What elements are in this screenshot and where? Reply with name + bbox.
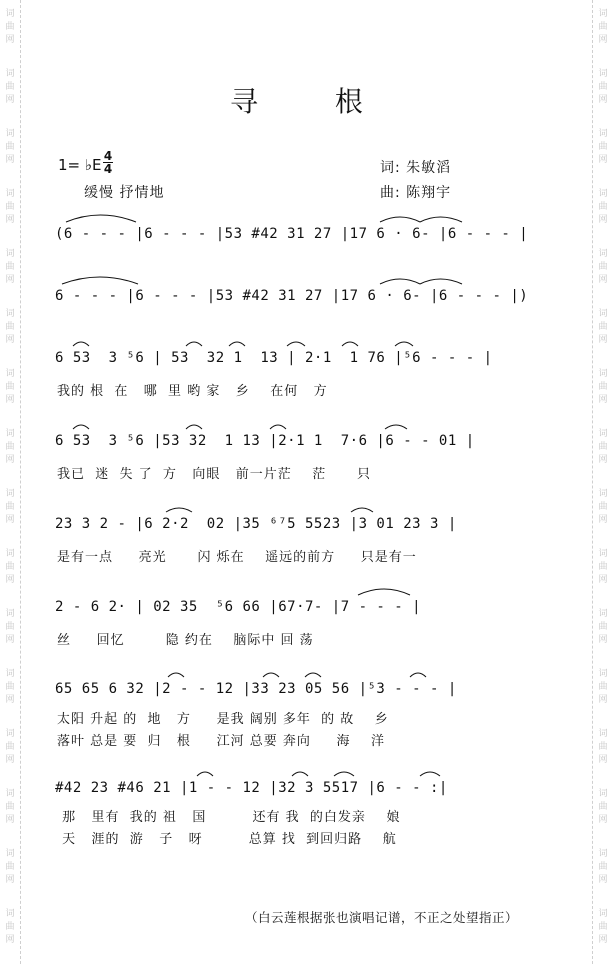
watermark: 词曲网 <box>598 489 608 525</box>
lyric-line-7b: 落叶 总是 要 归 根 江河 总要 奔向 海 洋 <box>57 734 386 749</box>
slur <box>66 215 136 222</box>
watermark: 词曲网 <box>598 909 608 945</box>
notation-line-7: 65 65 6 32 |2 - - 12 |33 23 05 56 |⁵3 - - - | <box>55 681 457 697</box>
slur <box>420 279 462 284</box>
slur <box>358 589 410 595</box>
watermark: 词曲网 <box>598 729 608 765</box>
right-watermark-strip <box>592 0 613 964</box>
watermark: 词曲网 <box>598 189 608 225</box>
slur <box>292 772 308 776</box>
song-title: 寻 根 <box>230 85 397 118</box>
slur <box>380 279 420 284</box>
lyric-line-5: 是有一点 亮光 闪 烁在 遥远的前方 只是有一 <box>57 550 417 565</box>
watermark: 词曲网 <box>5 429 15 465</box>
slur <box>197 772 213 776</box>
slur <box>168 673 184 677</box>
slur <box>263 673 279 677</box>
watermark: 词曲网 <box>598 789 608 825</box>
watermark: 词曲网 <box>5 9 15 45</box>
slur <box>305 673 321 677</box>
notation-line-6: 2 - 6 2· | 02 35 ⁵6 66 |67·7- |7 - - - | <box>55 599 422 615</box>
watermark: 词曲网 <box>5 129 15 165</box>
watermark: 词曲网 <box>598 429 608 465</box>
left-watermark-strip <box>0 0 21 964</box>
watermark: 词曲网 <box>598 849 608 885</box>
slur <box>380 217 420 222</box>
slur <box>420 217 462 222</box>
watermark: 词曲网 <box>598 549 608 585</box>
watermark: 词曲网 <box>5 849 15 885</box>
notation-line-3: 6 53 3 ⁵6 | 53 32 1 13 | 2·1 1 76 |⁵6 - - - | <box>55 350 493 366</box>
lyricist-credit: 词: 朱敏滔 <box>380 160 452 176</box>
notation-line-8: #42 23 #46 21 |1 - - 12 |32 3 5517 |6 - - :| <box>55 780 448 796</box>
watermark: 词曲网 <box>5 609 15 645</box>
slur <box>420 772 440 776</box>
watermark: 词曲网 <box>5 69 15 105</box>
watermark: 词曲网 <box>598 9 608 45</box>
notation-line-4: 6 53 3 ⁵6 |53 32 1 13 |2·1 1 7·6 |6 - - 01 | <box>55 433 475 449</box>
watermark: 词曲网 <box>5 909 15 945</box>
slur <box>186 342 202 346</box>
time-signature <box>103 150 113 175</box>
tempo-marking: 缓慢 抒情地 <box>84 185 165 201</box>
lyric-line-8a: 那 里有 我的 祖 国 还有 我 的白发亲 娘 <box>57 810 401 825</box>
slur <box>270 425 286 429</box>
slur <box>410 673 426 677</box>
slur <box>73 425 89 429</box>
slur <box>73 342 89 346</box>
key-signature: 1= ♭E <box>58 156 102 174</box>
watermark: 词曲网 <box>598 369 608 405</box>
watermark: 词曲网 <box>5 489 15 525</box>
watermark: 词曲网 <box>5 309 15 345</box>
watermark: 词曲网 <box>5 669 15 705</box>
watermark: 词曲网 <box>598 69 608 105</box>
lyric-line-4: 我已 迷 失 了 方 向眼 前一片茫 茫 只 <box>57 467 372 482</box>
notation-line-1: (6 - - - |6 - - - |53 #42 31 27 |17 6 · 6- |6 - - - | <box>55 226 529 242</box>
slur <box>395 342 413 346</box>
slur <box>351 508 373 512</box>
slur <box>334 772 354 776</box>
watermark: 词曲网 <box>598 249 608 285</box>
slur <box>62 277 138 284</box>
watermark: 词曲网 <box>598 129 608 165</box>
watermark: 词曲网 <box>5 249 15 285</box>
slur <box>342 342 358 346</box>
watermark: 词曲网 <box>5 189 15 225</box>
slur <box>287 342 305 346</box>
notation-line-5: 23 3 2 - |6 2·2 02 |35 ⁶⁷5 5523 |3 01 23 3 | <box>55 516 457 532</box>
watermark: 词曲网 <box>598 309 608 345</box>
time-signature-numerator: 4 <box>103 149 113 163</box>
slur <box>186 425 202 429</box>
slur <box>166 508 192 512</box>
slur <box>229 342 245 346</box>
slur <box>385 425 407 429</box>
watermark: 词曲网 <box>598 609 608 645</box>
notation-line-2: 6 - - - |6 - - - |53 #42 31 27 |17 6 · 6- |6 - - - |) <box>55 288 529 304</box>
watermark: 词曲网 <box>5 789 15 825</box>
lyric-line-6: 丝 回忆 隐 约在 脑际中 回 荡 <box>57 633 314 648</box>
watermark: 词曲网 <box>5 729 15 765</box>
lyric-line-3: 我的 根 在 哪 里 哟 家 乡 在何 方 <box>57 384 328 399</box>
time-signature-denominator: 4 <box>103 162 113 176</box>
lyric-line-7a: 太阳 升起 的 地 方 是我 阔别 多年 的 故 乡 <box>57 712 389 727</box>
watermark: 词曲网 <box>598 669 608 705</box>
transcription-note: （白云莲根据张也演唱记谱，不正之处望指正） <box>245 910 519 925</box>
lyric-line-8b: 天 涯的 游 子 呀 总算 找 到回归路 航 <box>57 832 397 847</box>
watermark: 词曲网 <box>5 369 15 405</box>
watermark: 词曲网 <box>5 549 15 585</box>
composer-credit: 曲: 陈翔宇 <box>380 185 452 201</box>
